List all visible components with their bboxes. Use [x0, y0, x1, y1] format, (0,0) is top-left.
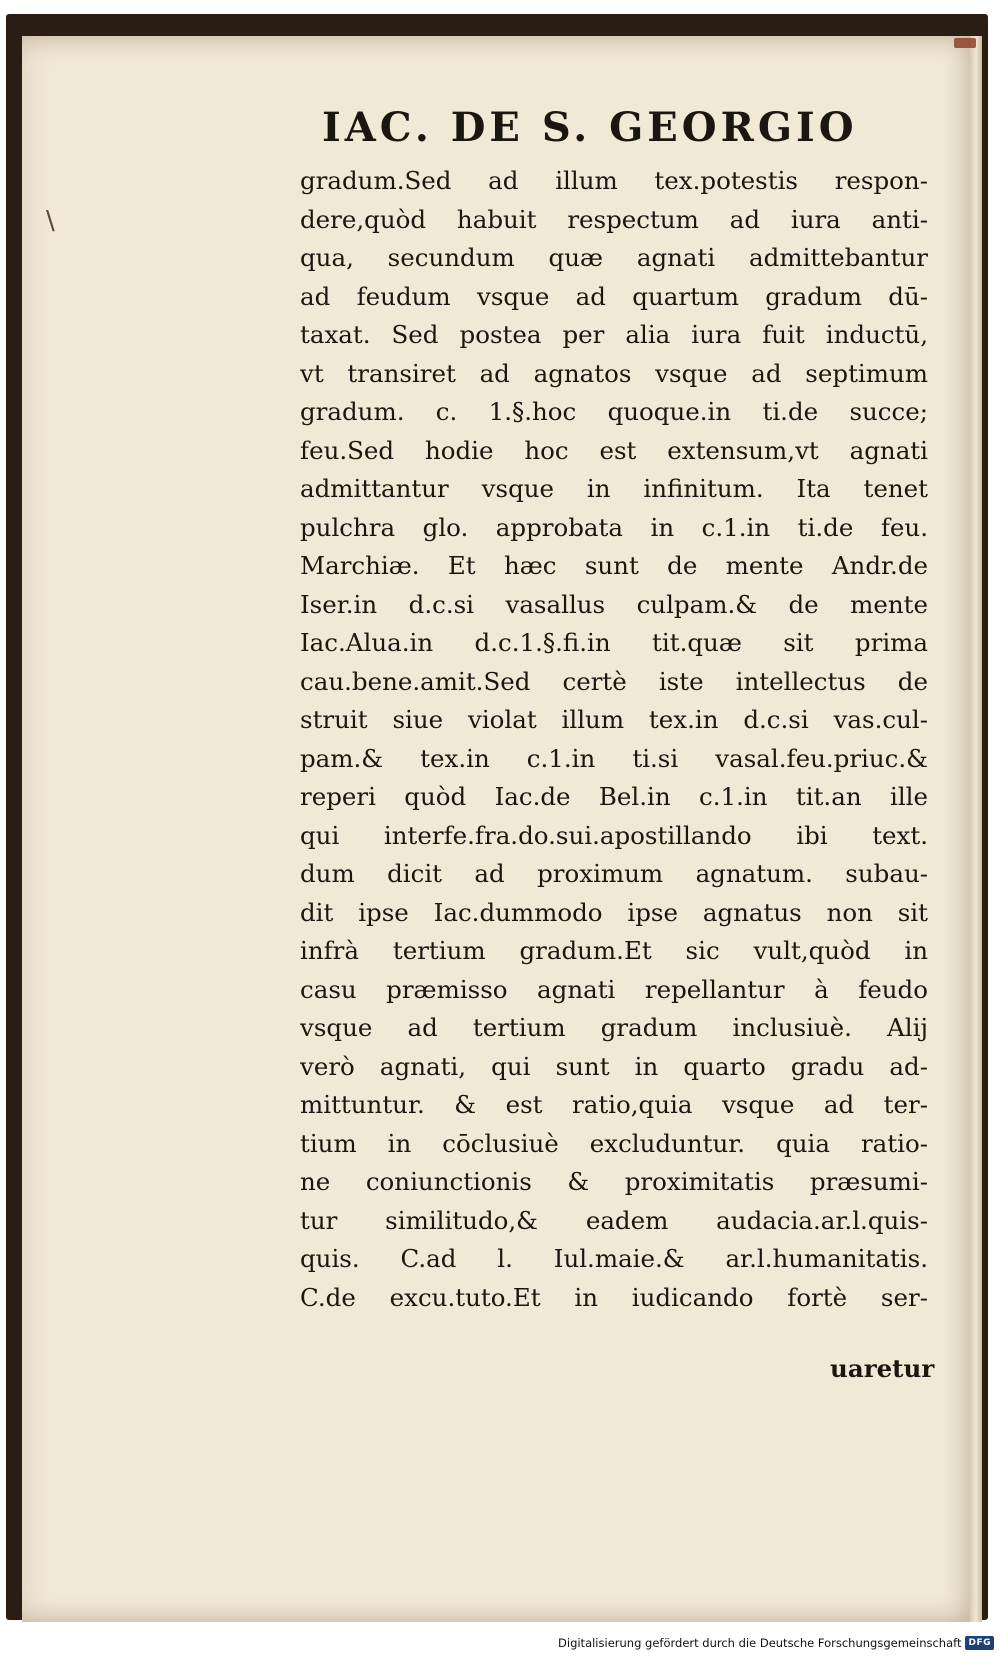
text-line: cau.bene.amit.Sed certè iste intellectus de — [300, 666, 928, 696]
text-line: pam.& tex.in c.1.in ti.si vasal.feu.priuc.& — [300, 743, 928, 773]
text-line: dit ipse Iac.dummodo ipse agnatus non sit — [300, 897, 928, 927]
text-line: tium in cōclusiuè excluduntur. quia ratio- — [300, 1128, 928, 1158]
text-line: casu præmisso agnati repellantur à feudo — [300, 974, 928, 1004]
text-line: Marchiæ. Et hæc sunt de mente Andr.de — [300, 551, 928, 580]
text-line: C.de excu.tuto.Et in iudicando fortè ser- — [300, 1282, 928, 1312]
text-line: tur similitudo,& eadem audacia.ar.l.quis- — [300, 1205, 928, 1235]
text-line: vsque ad tertium gradum inclusiuè. Alij — [300, 1013, 928, 1042]
text-line: ne coniunctionis & proximitatis præsumi- — [300, 1167, 928, 1196]
text-line: admittantur vsque in infinitum. Ita tenet — [300, 474, 928, 503]
text-line: struit siue violat illum tex.in d.c.si vas.cul- — [300, 705, 928, 734]
dfg-logo: DFG — [965, 1636, 994, 1650]
text-line: ad feudum vsque ad quartum gradum dū- — [300, 281, 928, 311]
margin-mark: \ — [46, 206, 55, 236]
text-line: taxat. Sed postea per alia iura fuit inductū, — [300, 320, 928, 349]
corner-mark — [954, 38, 976, 48]
text-line: qua, secundum quæ agnati admittebantur — [300, 243, 928, 272]
text-line: pulchra glo. approbata in c.1.in ti.de feu. — [300, 512, 928, 542]
text-line: qui interfe.fra.do.sui.apostillando ibi text. — [300, 820, 928, 850]
text-line: Iser.in d.c.si vasallus culpam.& de mente — [300, 589, 928, 619]
text-line: Iac.Alua.in d.c.1.§.fi.in tit.quæ sit prima — [300, 628, 928, 657]
text-line: mittuntur. & est ratio,quia vsque ad ter- — [300, 1090, 928, 1119]
text-line: feu.Sed hodie hoc est extensum,vt agnati — [300, 435, 928, 465]
text-line: quis. C.ad l. Iul.maie.& ar.l.humanitatis. — [300, 1244, 928, 1273]
digitization-footer — [558, 1633, 994, 1653]
running-head: IAC. DE S. GEORGIO — [322, 104, 858, 151]
catchword: uaretur — [830, 1354, 935, 1383]
text-line: gradum. c. 1.§.hoc quoque.in ti.de succe; — [300, 397, 928, 426]
text-line: verò agnati, qui sunt in quarto gradu ad- — [300, 1051, 928, 1081]
text-line: reperi quòd Iac.de Bel.in c.1.in tit.an ille — [300, 782, 928, 811]
text-line: infrà tertium gradum.Et sic vult,quòd in — [300, 936, 928, 965]
text-line: vt transiret ad agnatos vsque ad septimum — [300, 358, 928, 388]
funding-notice: Digitalisierung gefördert durch die Deutsche Forschungsgemeinschaft — [558, 1636, 962, 1650]
text-line: gradum.Sed ad illum tex.potestis respon- — [300, 166, 928, 195]
text-block — [300, 162, 928, 1317]
text-line: dere,quòd habuit respectum ad iura anti- — [300, 204, 928, 234]
text-line: dum dicit ad proximum agnatum. subau- — [300, 859, 928, 888]
page-edge — [970, 36, 982, 1622]
